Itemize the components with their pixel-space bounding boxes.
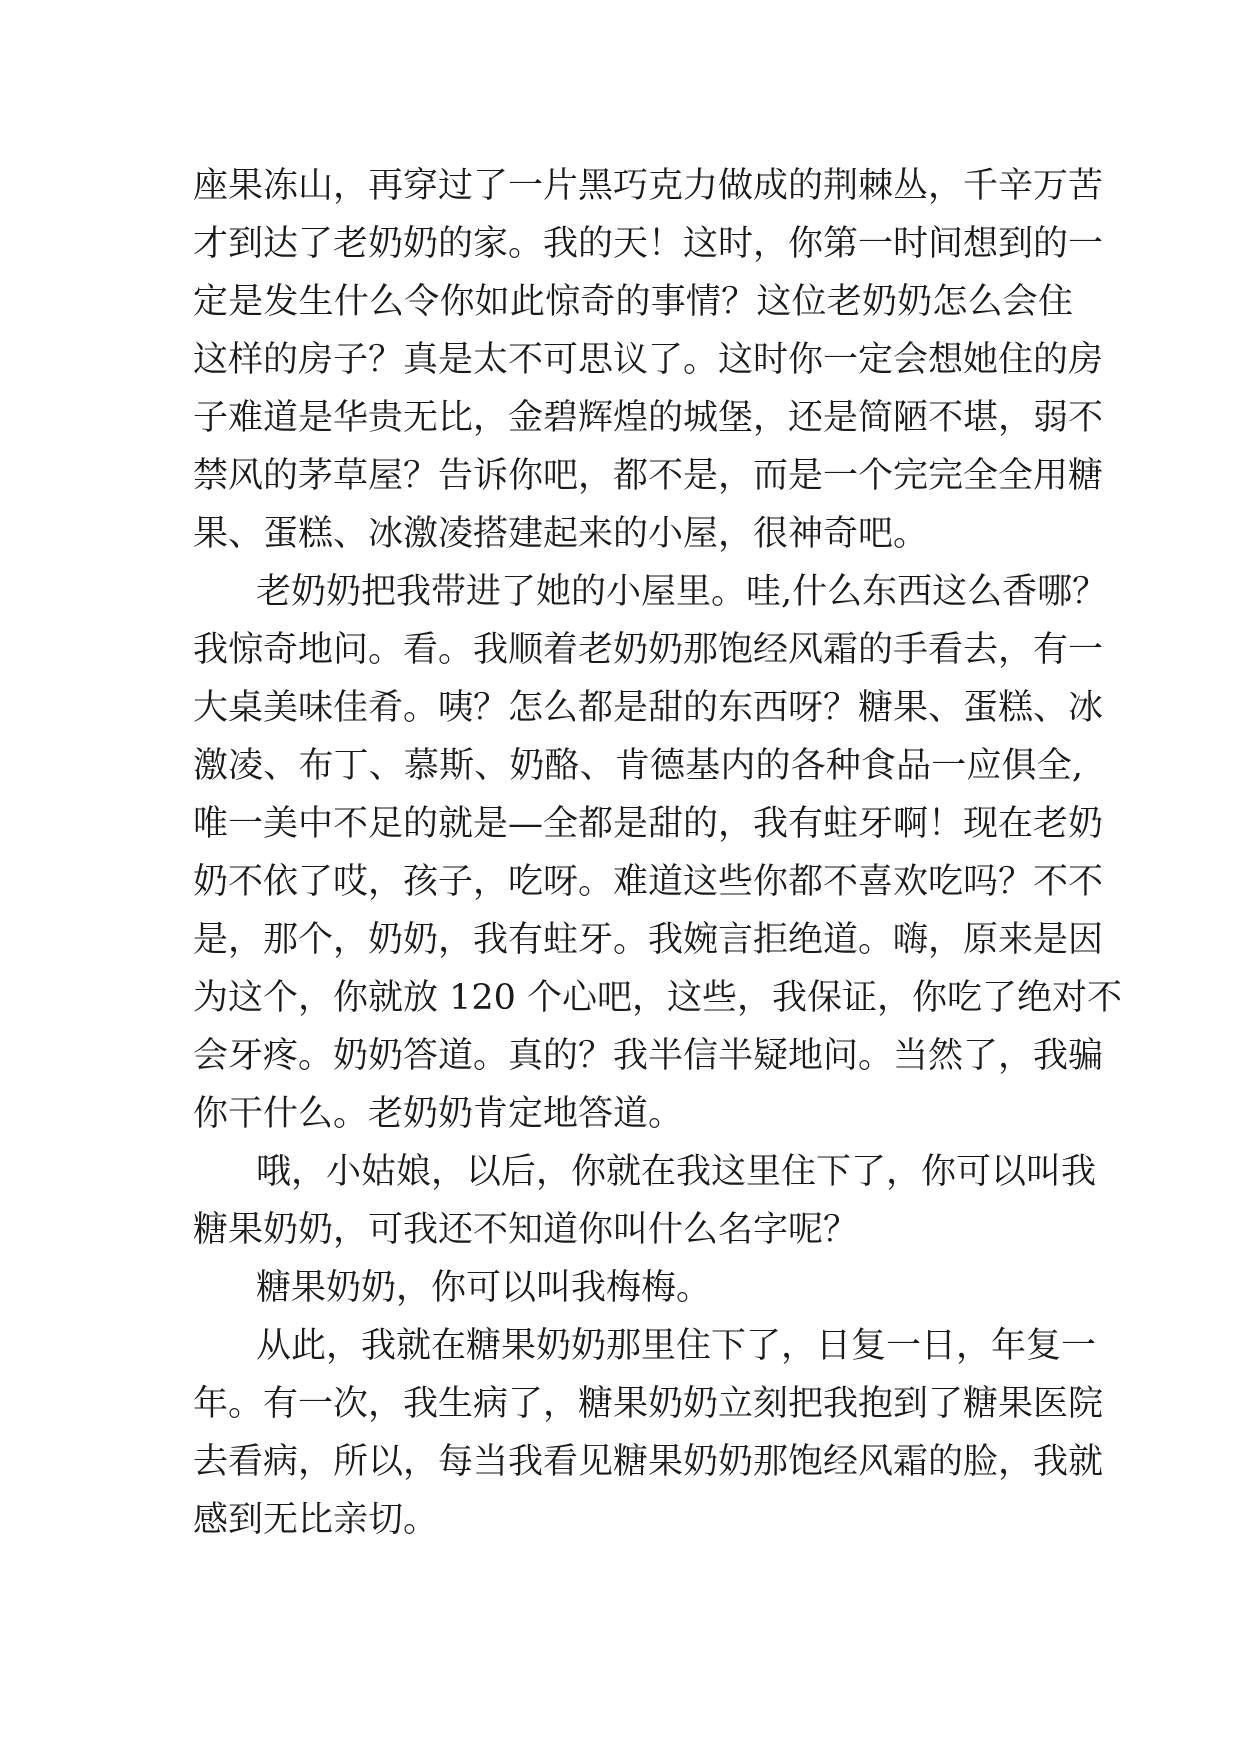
text-line: 会牙疼。奶奶答道。真的？我半信半疑地问。当然了，我骗	[193, 1036, 1104, 1076]
text-line: 为这个，你就放 120 个心吧，这些，我保证，你吃了绝对不	[193, 978, 1123, 1018]
text-line: 哦，小姑娘，以后，你就在我这里住下了，你可以叫我	[256, 1152, 1097, 1192]
text-line: 子难道是华贵无比，金碧辉煌的城堡，还是简陋不堪，弱不	[193, 398, 1104, 438]
text-line: 禁风的茅草屋？告诉你吧，都不是，而是一个完完全全用糖	[193, 456, 1104, 496]
text-line: 奶不依了哎，孩子，吃呀。难道这些你都不喜欢吃吗？不不	[193, 862, 1104, 902]
text-line: 你干什么。老奶奶肯定地答道。	[193, 1094, 684, 1134]
text-line: 去看病，所以，每当我看见糖果奶奶那饱经风霜的脸，我就	[193, 1442, 1104, 1482]
text-line: 这样的房子？真是太不可思议了。这时你一定会想她住的房	[193, 340, 1104, 380]
text-line: 座果冻山，再穿过了一片黑巧克力做成的荆棘丛，千辛万苦	[193, 166, 1104, 206]
text-line: 从此，我就在糖果奶奶那里住下了，日复一日，年复一	[256, 1326, 1097, 1366]
text-line: 果、蛋糕、冰激凌搭建起来的小屋，很神奇吧。	[193, 514, 929, 554]
text-line: 我惊奇地问。看。我顺着老奶奶那饱经风霜的手看去，有一	[193, 630, 1104, 670]
text-line: 老奶奶把我带进了她的小屋里。哇,什么东西这么香哪？	[256, 572, 1108, 612]
text-line: 大桌美味佳肴。咦？怎么都是甜的东西呀？糖果、蛋糕、冰	[193, 688, 1104, 728]
text-line: 激凌、布丁、慕斯、奶酪、肯德基内的各种食品一应俱全,	[193, 746, 1083, 786]
text-line: 糖果奶奶，可我还不知道你叫什么名字呢？	[193, 1210, 859, 1250]
text-line: 才到达了老奶奶的家。我的天！这时，你第一时间想到的一	[193, 224, 1104, 264]
text-line: 年。有一次，我生病了，糖果奶奶立刻把我抱到了糖果医院	[193, 1384, 1104, 1424]
text-line: 定是发生什么令你如此惊奇的事情？这位老奶奶怎么会住	[193, 282, 1073, 322]
text-line: 糖果奶奶，你可以叫我梅梅。	[256, 1268, 712, 1308]
text-line: 是，那个，奶奶，我有蛀牙。我婉言拒绝道。嗨，原来是因	[193, 920, 1104, 960]
text-line: 唯一美中不足的就是—全都是甜的，我有蛀牙啊！现在老奶	[193, 804, 1104, 844]
text-line: 感到无比亲切。	[193, 1500, 439, 1540]
